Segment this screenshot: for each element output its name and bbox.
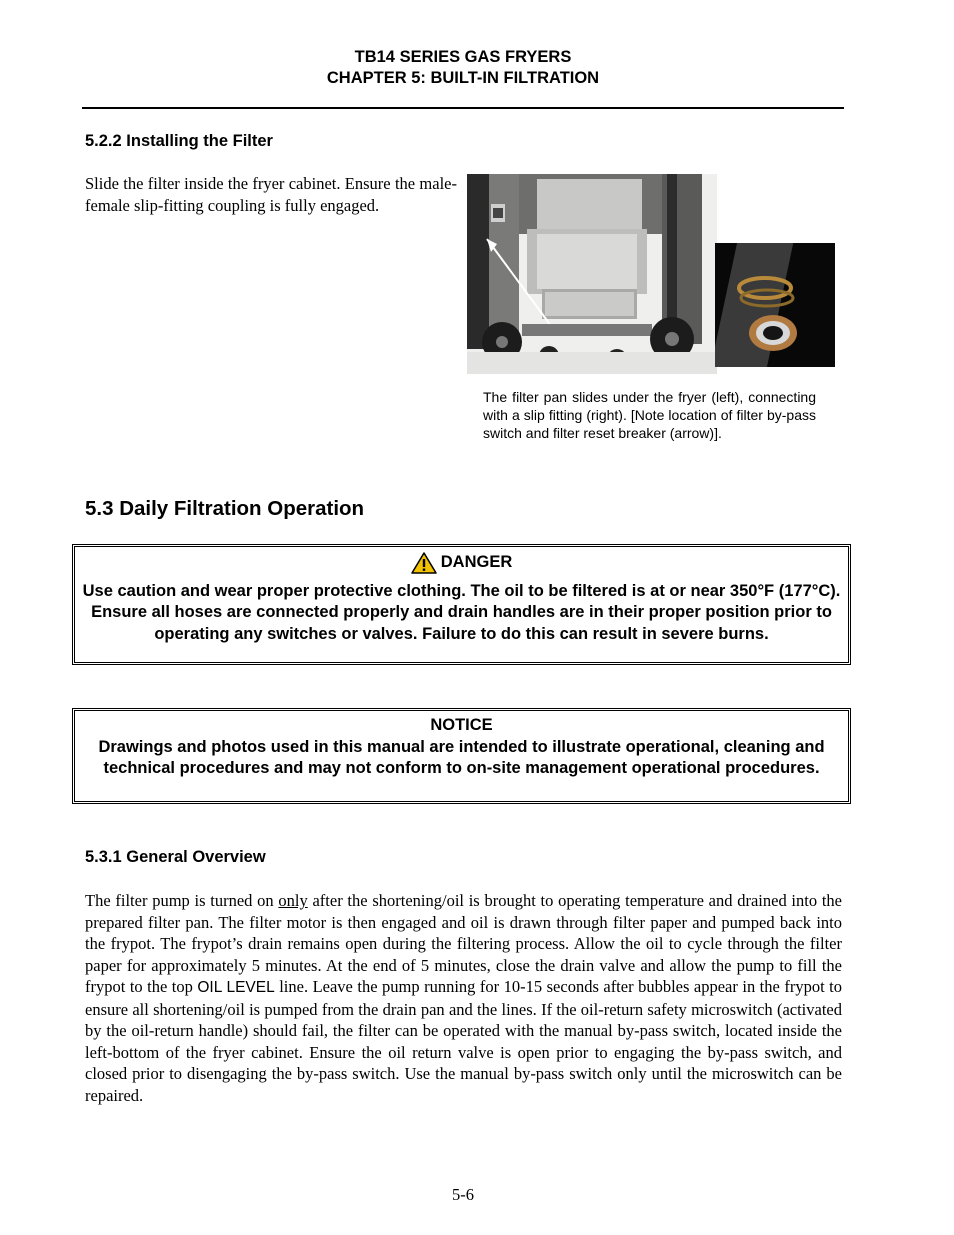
warning-triangle-icon [411, 552, 437, 574]
general-overview-paragraph [85, 890, 842, 1106]
header-chapter-title: CHAPTER 5: BUILT-IN FILTRATION [326, 69, 600, 87]
notice-text: Drawings and photos used in this manual are intended to illustrate operational, cleaning and technical procedures and may not conform to on-site management operational procedures. [98, 737, 825, 778]
overview-text-part3: line. Leave the pump running for 10-15 seconds after bubbles appear in the frypot to ensure all shortening/oil is pumped from the drain pan and the lines. If the oil-return safety microswitch (activated by the oil-return handle) should fail, the filter can be operated with the manual by-pass switch, located inside the left-bottom of the fryer cabinet. Ensure the oil return valve is open prior to engaging the by-pass switch, and closed prior to disengaging the by-pass switch. Use the manual by-pass switch only until the microswitch can be repaired. [85, 977, 842, 1105]
oil-level-label: OIL LEVEL [197, 979, 275, 996]
installing-filter-paragraph: Slide the filter inside the fryer cabinet. Ensure the male-female slip-fitting coupling is fully engaged. [85, 174, 457, 215]
section-heading-general-overview: 5.3.1 General Overview [85, 848, 266, 866]
danger-text: Use caution and wear proper protective clothing. The oil to be filtered is at or near 350°F (177°C). Ensure all hoses are connected properly and drain handles are in their proper position prior to operating any switches or valves. Failure to do this can result in severe burns. [82, 581, 841, 644]
figure-caption: The filter pan slides under the fryer (left), connecting with a slip fitting (right). [Note location of filter by-pass switch and filter reset breaker (arrow)]. [483, 389, 816, 441]
header-series-title: TB14 SERIES GAS FRYERS [354, 48, 572, 66]
page-header [82, 47, 844, 89]
overview-text-part2: after the shortening/oil is brought to operating temperature and drained into the prepared filter pan. The filter motor is then engaged and oil is drawn through filter paper and pumped back into the frypot. The frypot’s drain remains open during the filtering process. Allow the oil to cycle through the filter paper for approximately 5 minutes. At the end of 5 minutes, close the drain valve and allow the pump to fill the frypot to the top [85, 891, 842, 996]
danger-title: DANGER [440, 553, 513, 572]
overview-emphasis-only: only [278, 891, 308, 910]
section-heading-installing-filter: 5.2.2 Installing the Filter [85, 132, 273, 150]
page-number: 5-6 [452, 1185, 474, 1204]
notice-title: NOTICE [430, 716, 493, 734]
overview-text-part1: The filter pump is turned on [85, 891, 279, 910]
section-heading-daily-filtration: 5.3 Daily Filtration Operation [85, 497, 365, 520]
notice-box [72, 708, 851, 804]
header-divider [82, 107, 844, 109]
filter-pan-photo [467, 174, 717, 374]
slip-fitting-photo [715, 243, 835, 367]
danger-title-row [411, 552, 513, 574]
danger-box [72, 544, 851, 665]
